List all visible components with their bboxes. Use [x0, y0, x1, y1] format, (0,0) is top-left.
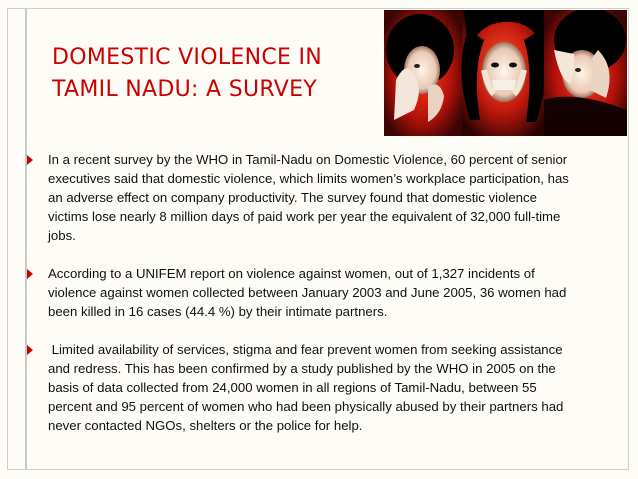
bullet-arrow-icon [27, 155, 33, 165]
bullet-line: never contacted NGOs, shelters or the police for help. [48, 418, 363, 433]
bullet-line: According to a UNIFEM report on violence against women, out of 1,327 incidents of [48, 266, 535, 281]
bullet-line: violence against women collected between January 2003 and June 2005, 36 women had [48, 285, 567, 300]
bullet-item [20, 340, 610, 435]
slide-title [52, 42, 322, 106]
bullet-line: been killed in 16 cases (44.4 %) by their intimate partners. [48, 304, 388, 319]
photo-collage-art [384, 10, 627, 136]
bullet-line: executives said that domestic violence, which limits women’s workplace participation, has [48, 171, 569, 186]
bullet-line: basis of data collected from 24,000 women in all regions of Tamil-Nadu, between 55 [48, 380, 537, 395]
bullet-line: and redress. This has been confirmed by a study published by the WHO in 2005 on the [48, 361, 556, 376]
bullet-list [20, 150, 610, 454]
bullet-line: an adverse effect on company productivity. The survey found that domestic violence [48, 190, 537, 205]
bullet-item [20, 150, 610, 245]
bullet-line: In a recent survey by the WHO in Tamil-Nadu on Domestic Violence, 60 percent of senior [48, 152, 568, 167]
bullet-line: victims lose nearly 8 million days of paid work per year the equivalent of 32,000 full-time [48, 209, 561, 224]
title-line-2: TAMIL NADU: A SURVEY [52, 77, 318, 102]
bullet-line: jobs. [48, 228, 76, 243]
domestic-violence-photo [384, 10, 627, 136]
title-line-1: DOMESTIC VIOLENCE IN [52, 45, 323, 70]
bullet-line: Limited availability of services, stigma and fear prevent women from seeking assistance [48, 342, 563, 357]
bullet-item [20, 264, 610, 321]
bullet-arrow-icon [27, 345, 33, 355]
bullet-arrow-icon [27, 269, 33, 279]
bullet-line: percent and 95 percent of women who had been physically abused by their partners had [48, 399, 564, 414]
